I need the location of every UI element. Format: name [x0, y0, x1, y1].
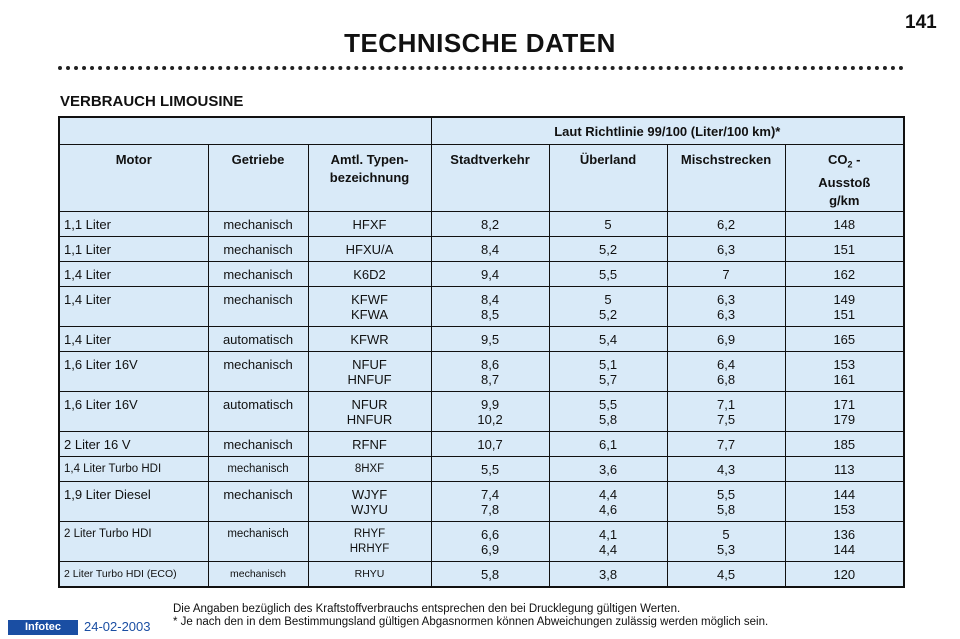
- cell-ueberland: 6,1: [549, 432, 667, 457]
- cell-typ: KFWR: [308, 327, 431, 352]
- cell-misch: 6,9: [667, 327, 785, 352]
- cell-co2: 171 179: [785, 392, 904, 432]
- cell-getriebe: mechanisch: [208, 262, 308, 287]
- cell-motor: 2 Liter Turbo HDI (ECO): [59, 562, 208, 588]
- cell-misch: 6,4 6,8: [667, 352, 785, 392]
- cell-stadt: 8,2: [431, 212, 549, 237]
- cell-motor: 1,9 Liter Diesel: [59, 482, 208, 522]
- cell-getriebe: mechanisch: [208, 432, 308, 457]
- header-co2-line3: g/km: [829, 192, 860, 208]
- consumption-table-wrap: [58, 116, 903, 588]
- cell-motor: 2 Liter 16 V: [59, 432, 208, 457]
- cell-co2: 148: [785, 212, 904, 237]
- table-row: [59, 432, 904, 457]
- table-row: [59, 262, 904, 287]
- cell-ueberland: 5,5 5,8: [549, 392, 667, 432]
- cell-getriebe: automatisch: [208, 392, 308, 432]
- cell-misch: 7: [667, 262, 785, 287]
- cell-ueberland: 3,8: [549, 562, 667, 588]
- cell-getriebe: mechanisch: [208, 212, 308, 237]
- table-row: [59, 482, 904, 522]
- table-row: [59, 457, 904, 482]
- cell-stadt: 5,8: [431, 562, 549, 588]
- header-co2-main: CO: [828, 152, 848, 167]
- table-row: [59, 522, 904, 562]
- cell-motor: 1,4 Liter: [59, 327, 208, 352]
- header-typ: [308, 145, 431, 212]
- cell-ueberland: 5,4: [549, 327, 667, 352]
- cell-ueberland: 5,1 5,7: [549, 352, 667, 392]
- header-misch: Mischstrecken: [667, 145, 785, 212]
- cell-getriebe: mechanisch: [208, 287, 308, 327]
- cell-stadt: 5,5: [431, 457, 549, 482]
- cell-motor: 1,6 Liter 16V: [59, 352, 208, 392]
- header-ueberland: Überland: [549, 145, 667, 212]
- cell-co2: 185: [785, 432, 904, 457]
- cell-ueberland: 4,1 4,4: [549, 522, 667, 562]
- cell-ueberland: 5,5: [549, 262, 667, 287]
- cell-ueberland: 5: [549, 212, 667, 237]
- group-header-blank: [59, 117, 431, 145]
- cell-co2: 162: [785, 262, 904, 287]
- cell-getriebe: mechanisch: [208, 457, 308, 482]
- header-motor: Motor: [59, 145, 208, 212]
- header-co2-line2: Ausstoß: [818, 174, 871, 190]
- cell-typ: KFWF KFWA: [308, 287, 431, 327]
- cell-motor: 1,4 Liter Turbo HDI: [59, 457, 208, 482]
- footnote-line1: Die Angaben bezüglich des Kraftstoffverbrauchs entsprechen den bei Drucklegung gültigen Werten.: [173, 603, 681, 615]
- cell-stadt: 9,5: [431, 327, 549, 352]
- cell-typ: 8HXF: [308, 457, 431, 482]
- cell-typ: RFNF: [308, 432, 431, 457]
- cell-motor: 1,1 Liter: [59, 212, 208, 237]
- cell-ueberland: 5,2: [549, 237, 667, 262]
- table-body: [59, 212, 904, 588]
- cell-misch: 7,7: [667, 432, 785, 457]
- table-row: [59, 352, 904, 392]
- cell-stadt: 8,4: [431, 237, 549, 262]
- cell-misch: 7,1 7,5: [667, 392, 785, 432]
- footnote: [173, 603, 768, 629]
- cell-stadt: 8,4 8,5: [431, 287, 549, 327]
- cell-co2: 153 161: [785, 352, 904, 392]
- group-header-cell: Laut Richtlinie 99/100 (Liter/100 km)*: [431, 117, 904, 145]
- page-title: TECHNISCHE DATEN: [344, 28, 616, 58]
- cell-stadt: 7,4 7,8: [431, 482, 549, 522]
- header-co2-sub: 2: [847, 159, 853, 170]
- cell-motor: 1,4 Liter: [59, 287, 208, 327]
- cell-typ: HFXU/A: [308, 237, 431, 262]
- table-row: [59, 212, 904, 237]
- cell-stadt: 8,6 8,7: [431, 352, 549, 392]
- cell-typ: RHYF HRHYF: [308, 522, 431, 562]
- header-stadt: Stadtverkehr: [431, 145, 549, 212]
- cell-motor: 1,4 Liter: [59, 262, 208, 287]
- cell-getriebe: mechanisch: [208, 562, 308, 588]
- cell-stadt: 9,4: [431, 262, 549, 287]
- cell-co2: 149 151: [785, 287, 904, 327]
- header-co2-suffix: -: [852, 152, 861, 167]
- column-header-row: [59, 145, 904, 212]
- cell-getriebe: mechanisch: [208, 522, 308, 562]
- cell-getriebe: automatisch: [208, 327, 308, 352]
- header-co2: [785, 145, 904, 212]
- cell-typ: HFXF: [308, 212, 431, 237]
- cell-stadt: 10,7: [431, 432, 549, 457]
- header-typ-line1: Amtl. Typen-: [330, 152, 409, 167]
- cell-misch: 6,3 6,3: [667, 287, 785, 327]
- cell-misch: 5 5,3: [667, 522, 785, 562]
- table-row: [59, 237, 904, 262]
- cell-typ: NFUF HNFUF: [308, 352, 431, 392]
- cell-misch: 6,3: [667, 237, 785, 262]
- group-header-row: [59, 117, 904, 145]
- cell-ueberland: 5 5,2: [549, 287, 667, 327]
- print-date: 24-02-2003: [84, 619, 151, 634]
- cell-co2: 136 144: [785, 522, 904, 562]
- footnote-line2: * Je nach den in dem Bestimmungsland gültigen Abgasnormen können Abweichungen zulässig werden möglich sein.: [173, 616, 769, 628]
- cell-motor: 1,6 Liter 16V: [59, 392, 208, 432]
- table-row: [59, 562, 904, 588]
- cell-typ: K6D2: [308, 262, 431, 287]
- cell-misch: 4,5: [667, 562, 785, 588]
- cell-stadt: 9,9 10,2: [431, 392, 549, 432]
- cell-getriebe: mechanisch: [208, 352, 308, 392]
- cell-misch: 6,2: [667, 212, 785, 237]
- cell-co2: 113: [785, 457, 904, 482]
- cell-misch: 4,3: [667, 457, 785, 482]
- dotted-divider: [58, 66, 904, 70]
- cell-typ: WJYF WJYU: [308, 482, 431, 522]
- cell-typ: NFUR HNFUR: [308, 392, 431, 432]
- cell-getriebe: mechanisch: [208, 237, 308, 262]
- table-row: [59, 287, 904, 327]
- cell-typ: RHYU: [308, 562, 431, 588]
- header-typ-line2: bezeichnung: [329, 170, 410, 185]
- cell-getriebe: mechanisch: [208, 482, 308, 522]
- consumption-table: [58, 116, 905, 588]
- table-row: [59, 392, 904, 432]
- table-row: [59, 327, 904, 352]
- infotec-logo: Infotec: [8, 620, 78, 635]
- cell-co2: 151: [785, 237, 904, 262]
- cell-co2: 120: [785, 562, 904, 588]
- cell-ueberland: 3,6: [549, 457, 667, 482]
- page-number: 141: [905, 12, 937, 33]
- header-getriebe: Getriebe: [208, 145, 308, 212]
- section-title: VERBRAUCH LIMOUSINE: [60, 93, 244, 110]
- cell-co2: 144 153: [785, 482, 904, 522]
- cell-motor: 2 Liter Turbo HDI: [59, 522, 208, 562]
- cell-co2: 165: [785, 327, 904, 352]
- cell-misch: 5,5 5,8: [667, 482, 785, 522]
- cell-ueberland: 4,4 4,6: [549, 482, 667, 522]
- cell-stadt: 6,6 6,9: [431, 522, 549, 562]
- cell-motor: 1,1 Liter: [59, 237, 208, 262]
